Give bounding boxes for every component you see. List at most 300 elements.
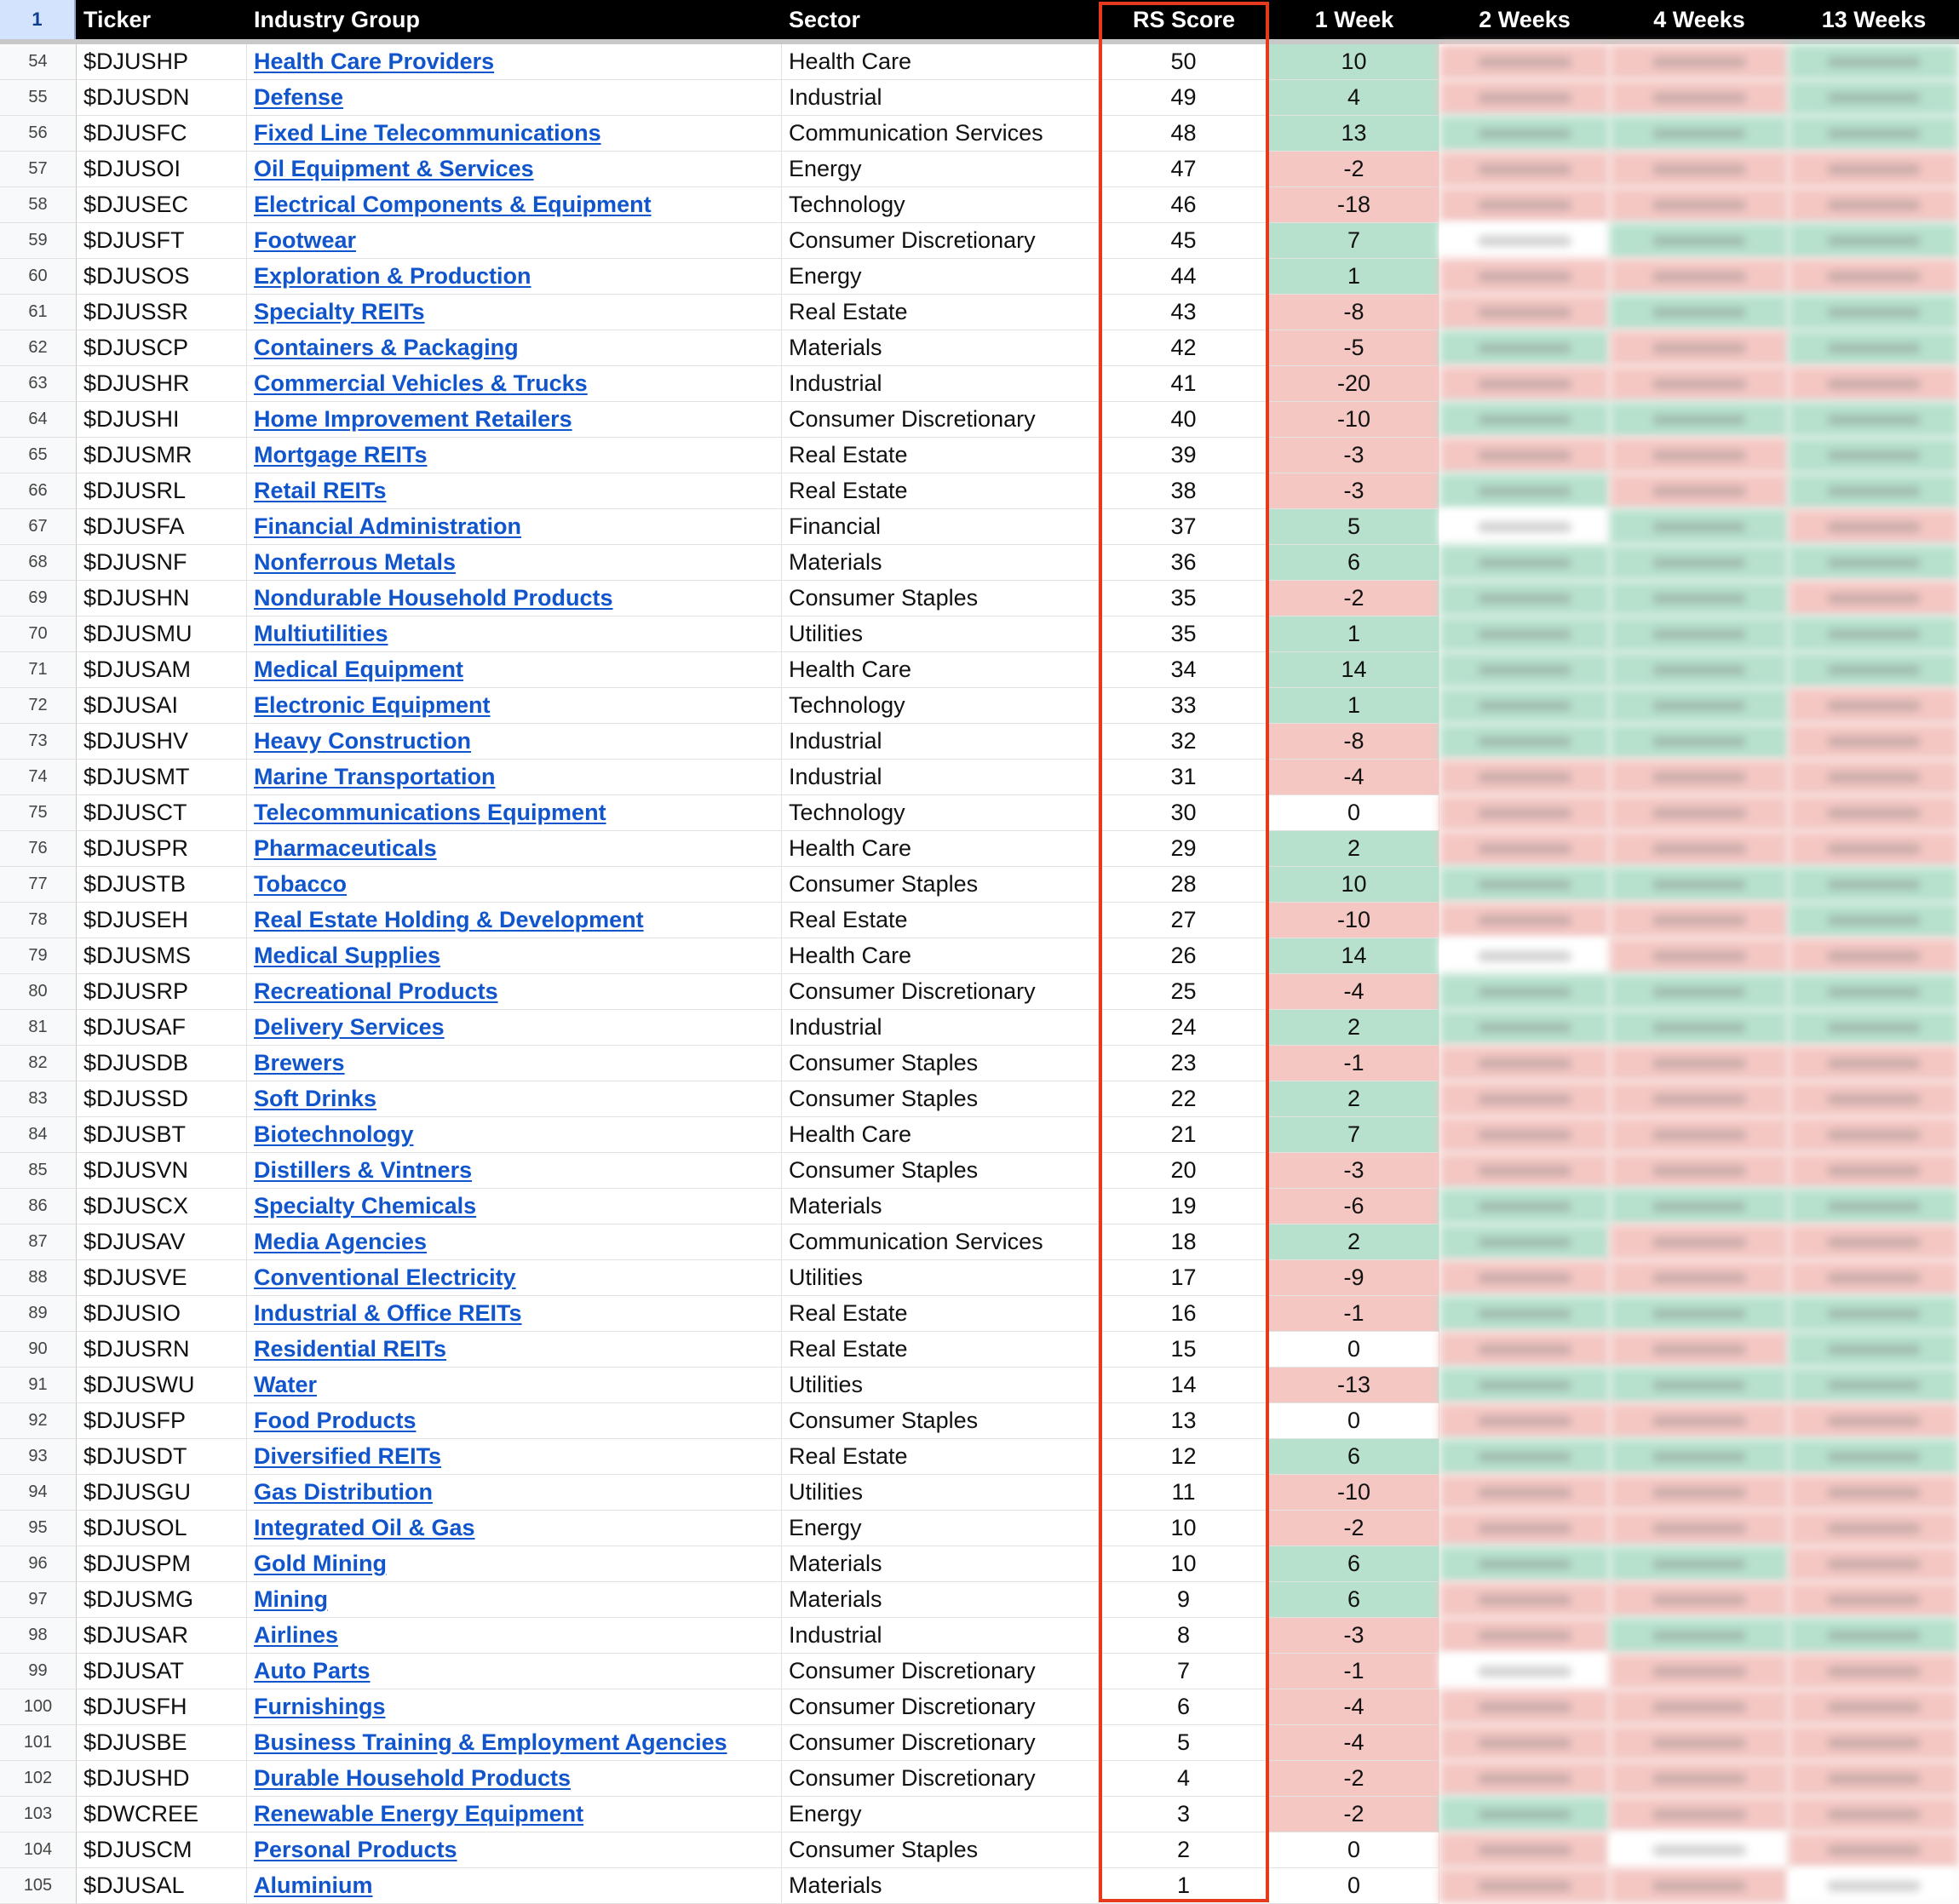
industry-group-cell[interactable] — [247, 1046, 782, 1081]
industry-group-link[interactable]: Residential REITs — [254, 1336, 447, 1362]
weeks-13-cell[interactable] — [1789, 1296, 1959, 1332]
ticker-cell[interactable] — [77, 1797, 247, 1832]
weeks-4-cell[interactable] — [1610, 1332, 1789, 1368]
week-1-cell[interactable] — [1269, 1832, 1439, 1868]
sector-cell[interactable] — [782, 795, 1099, 831]
industry-group-link[interactable]: Exploration & Production — [254, 263, 531, 289]
weeks-13-cell[interactable] — [1789, 402, 1959, 438]
weeks-2-cell[interactable] — [1439, 1797, 1610, 1832]
ticker-cell[interactable] — [77, 688, 247, 724]
weeks-4-cell[interactable] — [1610, 1797, 1789, 1832]
row-number[interactable] — [0, 617, 77, 652]
weeks-4-cell[interactable] — [1610, 80, 1789, 116]
industry-group-link[interactable]: Durable Household Products — [254, 1765, 572, 1791]
week-1-cell[interactable] — [1269, 1439, 1439, 1475]
industry-group-cell[interactable] — [247, 1797, 782, 1832]
industry-group-link[interactable]: Gas Distribution — [254, 1479, 434, 1505]
header-row-number[interactable]: 1 — [0, 0, 76, 39]
week-1-cell[interactable] — [1269, 974, 1439, 1010]
sector-cell[interactable] — [782, 44, 1099, 80]
weeks-2-cell[interactable] — [1439, 974, 1610, 1010]
row-number[interactable] — [0, 80, 77, 116]
weeks-2-cell[interactable] — [1439, 1868, 1610, 1904]
week-1-cell[interactable] — [1269, 1761, 1439, 1797]
week-1-cell[interactable] — [1269, 152, 1439, 187]
weeks-4-cell[interactable] — [1610, 1046, 1789, 1081]
industry-group-link[interactable]: Diversified REITs — [254, 1443, 442, 1469]
sector-cell[interactable] — [782, 903, 1099, 938]
row-number[interactable] — [0, 1260, 77, 1296]
rs-score-cell[interactable] — [1099, 152, 1269, 187]
week-1-cell[interactable] — [1269, 688, 1439, 724]
industry-group-cell[interactable] — [247, 974, 782, 1010]
weeks-2-cell[interactable] — [1439, 1046, 1610, 1081]
week-1-cell[interactable] — [1269, 44, 1439, 80]
row-number[interactable] — [0, 652, 77, 688]
rs-score-cell[interactable] — [1099, 1153, 1269, 1189]
ticker-cell[interactable] — [77, 831, 247, 867]
industry-group-cell[interactable] — [247, 1153, 782, 1189]
ticker-cell[interactable] — [77, 1153, 247, 1189]
weeks-2-cell[interactable] — [1439, 1010, 1610, 1046]
row-number[interactable] — [0, 1332, 77, 1368]
weeks-13-cell[interactable] — [1789, 1224, 1959, 1260]
ticker-cell[interactable] — [77, 116, 247, 152]
weeks-4-cell[interactable] — [1610, 366, 1789, 402]
industry-group-cell[interactable] — [247, 1868, 782, 1904]
weeks-13-cell[interactable] — [1789, 1868, 1959, 1904]
rs-score-cell[interactable] — [1099, 1296, 1269, 1332]
weeks-13-cell[interactable] — [1789, 473, 1959, 509]
rs-score-cell[interactable] — [1099, 1117, 1269, 1153]
industry-group-cell[interactable] — [247, 366, 782, 402]
weeks-13-cell[interactable] — [1789, 1368, 1959, 1403]
ticker-cell[interactable] — [77, 1511, 247, 1546]
weeks-4-cell[interactable] — [1610, 1010, 1789, 1046]
row-number[interactable] — [0, 295, 77, 330]
industry-group-link[interactable]: Health Care Providers — [254, 49, 495, 74]
industry-group-cell[interactable] — [247, 1618, 782, 1654]
weeks-4-cell[interactable] — [1610, 1117, 1789, 1153]
sector-cell[interactable] — [782, 1582, 1099, 1618]
weeks-2-cell[interactable] — [1439, 1654, 1610, 1689]
row-number[interactable] — [0, 1189, 77, 1224]
weeks-13-cell[interactable] — [1789, 1725, 1959, 1761]
sector-cell[interactable] — [782, 760, 1099, 795]
ticker-cell[interactable] — [77, 1439, 247, 1475]
weeks-2-cell[interactable] — [1439, 1403, 1610, 1439]
weeks-13-cell[interactable] — [1789, 1153, 1959, 1189]
industry-group-cell[interactable] — [247, 1546, 782, 1582]
industry-group-cell[interactable] — [247, 402, 782, 438]
industry-group-cell[interactable] — [247, 581, 782, 617]
industry-group-cell[interactable] — [247, 1332, 782, 1368]
row-number[interactable] — [0, 1046, 77, 1081]
weeks-13-cell[interactable] — [1789, 1475, 1959, 1511]
week-1-cell[interactable] — [1269, 1296, 1439, 1332]
week-1-cell[interactable] — [1269, 938, 1439, 974]
weeks-13-cell[interactable] — [1789, 152, 1959, 187]
weeks-4-cell[interactable] — [1610, 1868, 1789, 1904]
industry-group-cell[interactable] — [247, 938, 782, 974]
ticker-cell[interactable] — [77, 223, 247, 259]
industry-group-link[interactable]: Home Improvement Retailers — [254, 406, 572, 432]
weeks-13-cell[interactable] — [1789, 1654, 1959, 1689]
sector-cell[interactable] — [782, 688, 1099, 724]
industry-group-cell[interactable] — [247, 1475, 782, 1511]
rs-score-cell[interactable] — [1099, 1725, 1269, 1761]
industry-group-link[interactable]: Nondurable Household Products — [254, 585, 613, 611]
weeks-2-cell[interactable] — [1439, 1332, 1610, 1368]
weeks-4-cell[interactable] — [1610, 724, 1789, 760]
sector-cell[interactable] — [782, 1475, 1099, 1511]
ticker-cell[interactable] — [77, 80, 247, 116]
industry-group-cell[interactable] — [247, 795, 782, 831]
industry-group-link[interactable]: Electronic Equipment — [254, 692, 491, 718]
ticker-cell[interactable] — [77, 795, 247, 831]
weeks-2-cell[interactable] — [1439, 259, 1610, 295]
rs-score-cell[interactable] — [1099, 187, 1269, 223]
row-number[interactable] — [0, 1654, 77, 1689]
ticker-cell[interactable] — [77, 152, 247, 187]
sector-cell[interactable] — [782, 1654, 1099, 1689]
row-number[interactable] — [0, 688, 77, 724]
rs-score-cell[interactable] — [1099, 438, 1269, 473]
weeks-13-cell[interactable] — [1789, 1689, 1959, 1725]
weeks-2-cell[interactable] — [1439, 1475, 1610, 1511]
header-ticker[interactable]: Ticker — [83, 6, 152, 32]
week-1-cell[interactable] — [1269, 473, 1439, 509]
weeks-4-cell[interactable] — [1610, 1761, 1789, 1797]
sector-cell[interactable] — [782, 1868, 1099, 1904]
sector-cell[interactable] — [782, 938, 1099, 974]
sector-cell[interactable] — [782, 1368, 1099, 1403]
weeks-4-cell[interactable] — [1610, 1618, 1789, 1654]
weeks-13-cell[interactable] — [1789, 438, 1959, 473]
industry-group-cell[interactable] — [247, 44, 782, 80]
weeks-13-cell[interactable] — [1789, 545, 1959, 581]
weeks-2-cell[interactable] — [1439, 867, 1610, 903]
sector-cell[interactable] — [782, 974, 1099, 1010]
industry-group-cell[interactable] — [247, 1403, 782, 1439]
rs-score-cell[interactable] — [1099, 223, 1269, 259]
rs-score-cell[interactable] — [1099, 581, 1269, 617]
weeks-13-cell[interactable] — [1789, 187, 1959, 223]
industry-group-cell[interactable] — [247, 1761, 782, 1797]
weeks-4-cell[interactable] — [1610, 1368, 1789, 1403]
industry-group-link[interactable]: Soft Drinks — [254, 1086, 377, 1111]
sector-cell[interactable] — [782, 1081, 1099, 1117]
industry-group-cell[interactable] — [247, 903, 782, 938]
ticker-cell[interactable] — [77, 1618, 247, 1654]
row-number[interactable] — [0, 760, 77, 795]
rs-score-cell[interactable] — [1099, 44, 1269, 80]
industry-group-cell[interactable] — [247, 1260, 782, 1296]
weeks-13-cell[interactable] — [1789, 509, 1959, 545]
ticker-cell[interactable] — [77, 1260, 247, 1296]
ticker-cell[interactable] — [77, 938, 247, 974]
industry-group-cell[interactable] — [247, 1117, 782, 1153]
rs-score-cell[interactable] — [1099, 1368, 1269, 1403]
ticker-cell[interactable] — [77, 509, 247, 545]
industry-group-cell[interactable] — [247, 545, 782, 581]
weeks-2-cell[interactable] — [1439, 938, 1610, 974]
row-number[interactable] — [0, 402, 77, 438]
sector-cell[interactable] — [782, 1117, 1099, 1153]
week-1-cell[interactable] — [1269, 1475, 1439, 1511]
weeks-2-cell[interactable] — [1439, 1761, 1610, 1797]
weeks-13-cell[interactable] — [1789, 1117, 1959, 1153]
week-1-cell[interactable] — [1269, 1546, 1439, 1582]
sector-cell[interactable] — [782, 1046, 1099, 1081]
week-1-cell[interactable] — [1269, 116, 1439, 152]
weeks-13-cell[interactable] — [1789, 652, 1959, 688]
header-13-weeks[interactable]: 13 Weeks — [1821, 6, 1927, 32]
rs-score-cell[interactable] — [1099, 1010, 1269, 1046]
weeks-2-cell[interactable] — [1439, 295, 1610, 330]
industry-group-cell[interactable] — [247, 1832, 782, 1868]
rs-score-cell[interactable] — [1099, 330, 1269, 366]
weeks-13-cell[interactable] — [1789, 1618, 1959, 1654]
ticker-cell[interactable] — [77, 760, 247, 795]
weeks-4-cell[interactable] — [1610, 1582, 1789, 1618]
ticker-cell[interactable] — [77, 1189, 247, 1224]
weeks-4-cell[interactable] — [1610, 581, 1789, 617]
industry-group-link[interactable]: Commercial Vehicles & Trucks — [254, 370, 588, 396]
sector-cell[interactable] — [782, 1689, 1099, 1725]
industry-group-link[interactable]: Brewers — [254, 1050, 345, 1075]
weeks-4-cell[interactable] — [1610, 1189, 1789, 1224]
weeks-2-cell[interactable] — [1439, 831, 1610, 867]
weeks-2-cell[interactable] — [1439, 760, 1610, 795]
weeks-4-cell[interactable] — [1610, 152, 1789, 187]
ticker-cell[interactable] — [77, 1332, 247, 1368]
sector-cell[interactable] — [782, 473, 1099, 509]
week-1-cell[interactable] — [1269, 760, 1439, 795]
industry-group-link[interactable]: Distillers & Vintners — [254, 1157, 473, 1183]
weeks-4-cell[interactable] — [1610, 652, 1789, 688]
weeks-13-cell[interactable] — [1789, 1046, 1959, 1081]
week-1-cell[interactable] — [1269, 1797, 1439, 1832]
industry-group-cell[interactable] — [247, 724, 782, 760]
industry-group-link[interactable]: Heavy Construction — [254, 728, 472, 754]
week-1-cell[interactable] — [1269, 1189, 1439, 1224]
week-1-cell[interactable] — [1269, 223, 1439, 259]
weeks-2-cell[interactable] — [1439, 1368, 1610, 1403]
weeks-13-cell[interactable] — [1789, 903, 1959, 938]
industry-group-cell[interactable] — [247, 1224, 782, 1260]
sector-cell[interactable] — [782, 1260, 1099, 1296]
industry-group-cell[interactable] — [247, 1582, 782, 1618]
rs-score-cell[interactable] — [1099, 402, 1269, 438]
ticker-cell[interactable] — [77, 1868, 247, 1904]
sector-cell[interactable] — [782, 1439, 1099, 1475]
row-number[interactable] — [0, 1797, 77, 1832]
sector-cell[interactable] — [782, 724, 1099, 760]
industry-group-link[interactable]: Industrial & Office REITs — [254, 1300, 522, 1326]
weeks-4-cell[interactable] — [1610, 1296, 1789, 1332]
industry-group-link[interactable]: Personal Products — [254, 1837, 457, 1862]
weeks-4-cell[interactable] — [1610, 223, 1789, 259]
sector-cell[interactable] — [782, 366, 1099, 402]
ticker-cell[interactable] — [77, 545, 247, 581]
ticker-cell[interactable] — [77, 1224, 247, 1260]
rs-score-cell[interactable] — [1099, 867, 1269, 903]
row-number[interactable] — [0, 974, 77, 1010]
weeks-4-cell[interactable] — [1610, 831, 1789, 867]
weeks-4-cell[interactable] — [1610, 259, 1789, 295]
week-1-cell[interactable] — [1269, 187, 1439, 223]
rs-score-cell[interactable] — [1099, 1654, 1269, 1689]
weeks-2-cell[interactable] — [1439, 402, 1610, 438]
row-number[interactable] — [0, 1296, 77, 1332]
weeks-13-cell[interactable] — [1789, 259, 1959, 295]
ticker-cell[interactable] — [77, 1296, 247, 1332]
weeks-2-cell[interactable] — [1439, 1582, 1610, 1618]
ticker-cell[interactable] — [77, 1010, 247, 1046]
ticker-cell[interactable] — [77, 652, 247, 688]
week-1-cell[interactable] — [1269, 1689, 1439, 1725]
ticker-cell[interactable] — [77, 581, 247, 617]
week-1-cell[interactable] — [1269, 1403, 1439, 1439]
sector-cell[interactable] — [782, 652, 1099, 688]
row-number[interactable] — [0, 724, 77, 760]
sector-cell[interactable] — [782, 187, 1099, 223]
header-industry-group[interactable]: Industry Group — [254, 6, 420, 32]
industry-group-cell[interactable] — [247, 1189, 782, 1224]
weeks-4-cell[interactable] — [1610, 1403, 1789, 1439]
industry-group-cell[interactable] — [247, 509, 782, 545]
sector-cell[interactable] — [782, 1296, 1099, 1332]
rs-score-cell[interactable] — [1099, 116, 1269, 152]
sector-cell[interactable] — [782, 545, 1099, 581]
weeks-4-cell[interactable] — [1610, 867, 1789, 903]
row-number[interactable] — [0, 1439, 77, 1475]
rs-score-cell[interactable] — [1099, 1618, 1269, 1654]
sector-cell[interactable] — [782, 831, 1099, 867]
sector-cell[interactable] — [782, 1546, 1099, 1582]
weeks-13-cell[interactable] — [1789, 44, 1959, 80]
header-1-week[interactable]: 1 Week — [1314, 6, 1394, 32]
week-1-cell[interactable] — [1269, 1332, 1439, 1368]
sector-cell[interactable] — [782, 1153, 1099, 1189]
weeks-4-cell[interactable] — [1610, 1081, 1789, 1117]
industry-group-link[interactable]: Footwear — [254, 227, 357, 253]
row-number[interactable] — [0, 330, 77, 366]
row-number[interactable] — [0, 1618, 77, 1654]
weeks-2-cell[interactable] — [1439, 116, 1610, 152]
weeks-2-cell[interactable] — [1439, 1511, 1610, 1546]
header-2-weeks[interactable]: 2 Weeks — [1479, 6, 1571, 32]
week-1-cell[interactable] — [1269, 1868, 1439, 1904]
industry-group-cell[interactable] — [247, 295, 782, 330]
weeks-4-cell[interactable] — [1610, 1832, 1789, 1868]
rs-score-cell[interactable] — [1099, 1689, 1269, 1725]
industry-group-link[interactable]: Recreational Products — [254, 978, 498, 1004]
week-1-cell[interactable] — [1269, 1511, 1439, 1546]
row-number[interactable] — [0, 903, 77, 938]
ticker-cell[interactable] — [77, 1117, 247, 1153]
row-number[interactable] — [0, 223, 77, 259]
industry-group-cell[interactable] — [247, 1368, 782, 1403]
ticker-cell[interactable] — [77, 1689, 247, 1725]
weeks-2-cell[interactable] — [1439, 1189, 1610, 1224]
weeks-4-cell[interactable] — [1610, 1475, 1789, 1511]
industry-group-link[interactable]: Pharmaceuticals — [254, 835, 437, 861]
ticker-cell[interactable] — [77, 44, 247, 80]
weeks-4-cell[interactable] — [1610, 545, 1789, 581]
weeks-2-cell[interactable] — [1439, 1081, 1610, 1117]
weeks-2-cell[interactable] — [1439, 187, 1610, 223]
weeks-13-cell[interactable] — [1789, 974, 1959, 1010]
industry-group-link[interactable]: Conventional Electricity — [254, 1265, 516, 1290]
row-number[interactable] — [0, 1546, 77, 1582]
week-1-cell[interactable] — [1269, 295, 1439, 330]
industry-group-link[interactable]: Retail REITs — [254, 478, 387, 503]
weeks-2-cell[interactable] — [1439, 1439, 1610, 1475]
industry-group-cell[interactable] — [247, 1010, 782, 1046]
rs-score-cell[interactable] — [1099, 760, 1269, 795]
industry-group-cell[interactable] — [247, 1725, 782, 1761]
row-number[interactable] — [0, 581, 77, 617]
weeks-2-cell[interactable] — [1439, 366, 1610, 402]
weeks-13-cell[interactable] — [1789, 724, 1959, 760]
weeks-2-cell[interactable] — [1439, 152, 1610, 187]
row-number[interactable] — [0, 1761, 77, 1797]
industry-group-cell[interactable] — [247, 831, 782, 867]
weeks-4-cell[interactable] — [1610, 938, 1789, 974]
industry-group-link[interactable]: Telecommunications Equipment — [254, 800, 606, 825]
row-number[interactable] — [0, 1511, 77, 1546]
weeks-13-cell[interactable] — [1789, 330, 1959, 366]
weeks-2-cell[interactable] — [1439, 545, 1610, 581]
ticker-cell[interactable] — [77, 402, 247, 438]
weeks-4-cell[interactable] — [1610, 509, 1789, 545]
week-1-cell[interactable] — [1269, 1725, 1439, 1761]
ticker-cell[interactable] — [77, 366, 247, 402]
week-1-cell[interactable] — [1269, 1046, 1439, 1081]
weeks-4-cell[interactable] — [1610, 295, 1789, 330]
industry-group-link[interactable]: Specialty Chemicals — [254, 1193, 477, 1219]
rs-score-cell[interactable] — [1099, 1546, 1269, 1582]
rs-score-cell[interactable] — [1099, 295, 1269, 330]
industry-group-link[interactable]: Tobacco — [254, 871, 348, 897]
weeks-2-cell[interactable] — [1439, 903, 1610, 938]
weeks-4-cell[interactable] — [1610, 974, 1789, 1010]
header-4-weeks[interactable]: 4 Weeks — [1653, 6, 1745, 32]
week-1-cell[interactable] — [1269, 652, 1439, 688]
ticker-cell[interactable] — [77, 867, 247, 903]
weeks-13-cell[interactable] — [1789, 688, 1959, 724]
ticker-cell[interactable] — [77, 1761, 247, 1797]
row-number[interactable] — [0, 1582, 77, 1618]
ticker-cell[interactable] — [77, 259, 247, 295]
sector-cell[interactable] — [782, 1618, 1099, 1654]
row-number[interactable] — [0, 1475, 77, 1511]
rs-score-cell[interactable] — [1099, 545, 1269, 581]
rs-score-cell[interactable] — [1099, 366, 1269, 402]
industry-group-link[interactable]: Integrated Oil & Gas — [254, 1515, 475, 1540]
row-number[interactable] — [0, 187, 77, 223]
industry-group-link[interactable]: Medical Equipment — [254, 657, 464, 682]
industry-group-link[interactable]: Defense — [254, 84, 344, 110]
row-number[interactable] — [0, 152, 77, 187]
week-1-cell[interactable] — [1269, 366, 1439, 402]
rs-score-cell[interactable] — [1099, 1475, 1269, 1511]
industry-group-link[interactable]: Real Estate Holding & Development — [254, 907, 644, 932]
sector-cell[interactable] — [782, 1832, 1099, 1868]
rs-score-cell[interactable] — [1099, 1260, 1269, 1296]
